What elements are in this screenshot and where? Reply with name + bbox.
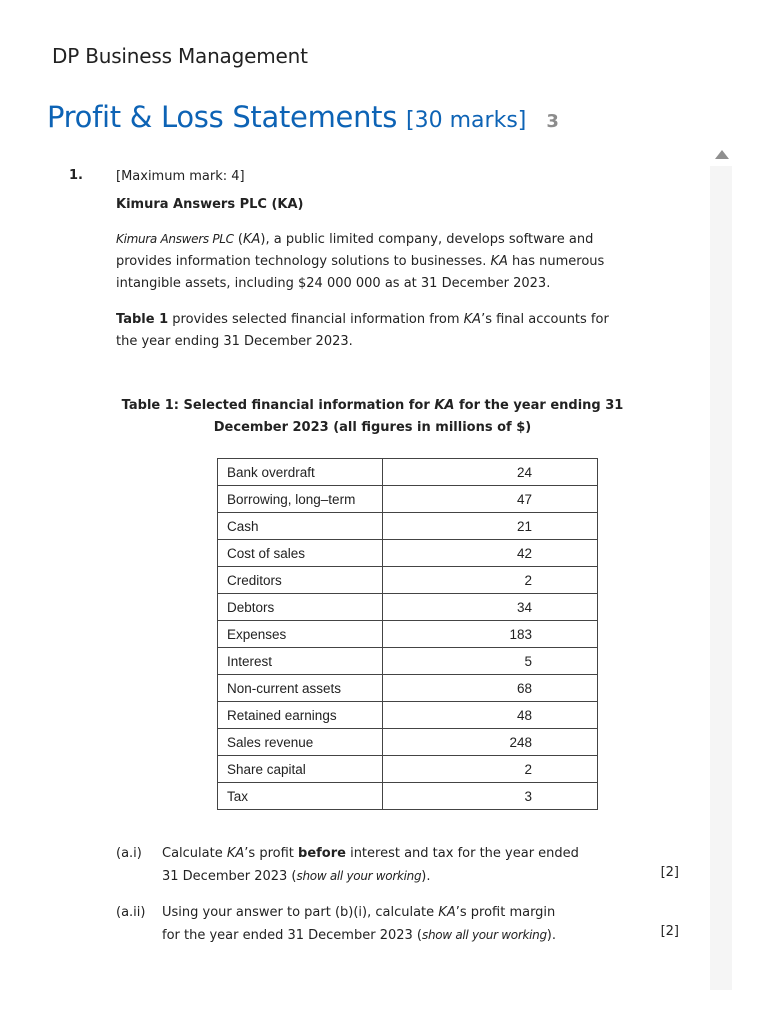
subq-ai-bold: before bbox=[298, 846, 346, 861]
row-label: Share capital bbox=[218, 756, 383, 783]
table-row bbox=[218, 648, 598, 675]
row-value: 24 bbox=[383, 459, 598, 486]
ref-text-2: ’s final accounts for the year ending 31 December 2023. bbox=[116, 312, 609, 349]
subq-aii-t1: Using your answer to part (b)(i), calculate bbox=[162, 905, 439, 920]
table-ref-paragraph bbox=[116, 309, 626, 353]
subq-aii-t3: ). bbox=[546, 928, 556, 943]
scroll-track[interactable] bbox=[710, 166, 732, 990]
subq-aii-italic: show all your working bbox=[422, 928, 547, 942]
table-caption bbox=[116, 395, 629, 439]
caption-part-1: Table 1: Selected financial information for bbox=[121, 398, 435, 413]
row-label: Tax bbox=[218, 783, 383, 810]
row-label: Debtors bbox=[218, 594, 383, 621]
company-abbr-2: KA bbox=[490, 254, 508, 269]
subq-text-ai bbox=[162, 843, 582, 888]
company-name: Kimura Answers PLC bbox=[116, 232, 234, 246]
subq-ai-abbr: KA bbox=[226, 846, 245, 861]
table-row bbox=[218, 513, 598, 540]
subq-mark-ai: [2] bbox=[660, 865, 679, 880]
caption-abbr: KA bbox=[434, 398, 455, 413]
subq-ai-t3: interest and tax for the year ended 31 December 2023 ( bbox=[162, 846, 579, 884]
subq-aii-t2: ’s profit margin for the year ended 31 December 2023 ( bbox=[162, 905, 556, 943]
table-row bbox=[218, 594, 598, 621]
table-row bbox=[218, 621, 598, 648]
row-value: 48 bbox=[383, 702, 598, 729]
subq-ai-t4: ). bbox=[421, 869, 431, 884]
caption-part-2: for the year ending 31 December 2023 (all figures in millions of $) bbox=[213, 398, 624, 435]
row-value: 183 bbox=[383, 621, 598, 648]
row-label: Retained earnings bbox=[218, 702, 383, 729]
table-row bbox=[218, 729, 598, 756]
scrollbar[interactable] bbox=[710, 150, 732, 990]
row-label: Bank overdraft bbox=[218, 459, 383, 486]
ref-abbr: KA bbox=[463, 312, 482, 327]
row-value: 2 bbox=[383, 756, 598, 783]
row-value: 42 bbox=[383, 540, 598, 567]
table-row bbox=[218, 540, 598, 567]
row-value: 34 bbox=[383, 594, 598, 621]
financial-table bbox=[217, 458, 598, 810]
header-brand: DP Business Management bbox=[52, 44, 308, 68]
intro-paren: ( bbox=[233, 232, 243, 247]
scroll-up-arrow-icon[interactable] bbox=[715, 150, 729, 159]
row-label: Creditors bbox=[218, 567, 383, 594]
subq-label-aii: (a.ii) bbox=[116, 905, 146, 920]
table-row bbox=[218, 756, 598, 783]
row-value: 21 bbox=[383, 513, 598, 540]
table-row bbox=[218, 675, 598, 702]
ref-text-1: provides selected financial information from bbox=[168, 312, 464, 327]
subq-label-ai: (a.i) bbox=[116, 846, 142, 861]
question-number: 1. bbox=[69, 168, 83, 183]
question-heading: Kimura Answers PLC (KA) bbox=[116, 197, 304, 212]
row-label: Cost of sales bbox=[218, 540, 383, 567]
subq-ai-t2: ’s profit bbox=[244, 846, 299, 861]
intro-text-2: has numerous intangible assets, including $24 000 000 as at 31 December 2023. bbox=[116, 254, 605, 291]
page-title bbox=[47, 100, 559, 134]
title-marks: [30 marks] bbox=[406, 108, 527, 133]
table-row bbox=[218, 567, 598, 594]
subq-ai-italic: show all your working bbox=[296, 869, 422, 883]
subq-aii-abbr: KA bbox=[438, 905, 456, 920]
row-value: 248 bbox=[383, 729, 598, 756]
intro-text-1: ), a public limited company, develops software and provides information technology solutions to businesses. bbox=[116, 232, 594, 269]
row-label: Borrowing, long–term bbox=[218, 486, 383, 513]
row-value: 47 bbox=[383, 486, 598, 513]
question-body bbox=[116, 166, 626, 353]
title-text: Profit & Loss Statements bbox=[47, 100, 398, 134]
row-value: 5 bbox=[383, 648, 598, 675]
intro-paragraph bbox=[116, 228, 626, 295]
row-value: 3 bbox=[383, 783, 598, 810]
row-label: Sales revenue bbox=[218, 729, 383, 756]
row-value: 2 bbox=[383, 567, 598, 594]
table-row bbox=[218, 783, 598, 810]
row-label: Non-current assets bbox=[218, 675, 383, 702]
table-body bbox=[218, 459, 598, 810]
row-value: 68 bbox=[383, 675, 598, 702]
table-ref: Table 1 bbox=[116, 312, 169, 327]
company-abbr: KA bbox=[242, 232, 261, 247]
subq-ai-t1: Calculate bbox=[162, 846, 227, 861]
table-row bbox=[218, 459, 598, 486]
max-mark: [Maximum mark: 4] bbox=[116, 169, 245, 184]
table-row bbox=[218, 486, 598, 513]
row-label: Interest bbox=[218, 648, 383, 675]
row-label: Expenses bbox=[218, 621, 383, 648]
subq-text-aii bbox=[162, 902, 572, 947]
question-count: 3 bbox=[546, 111, 559, 132]
subq-mark-aii: [2] bbox=[660, 924, 679, 939]
row-label: Cash bbox=[218, 513, 383, 540]
table-row bbox=[218, 702, 598, 729]
